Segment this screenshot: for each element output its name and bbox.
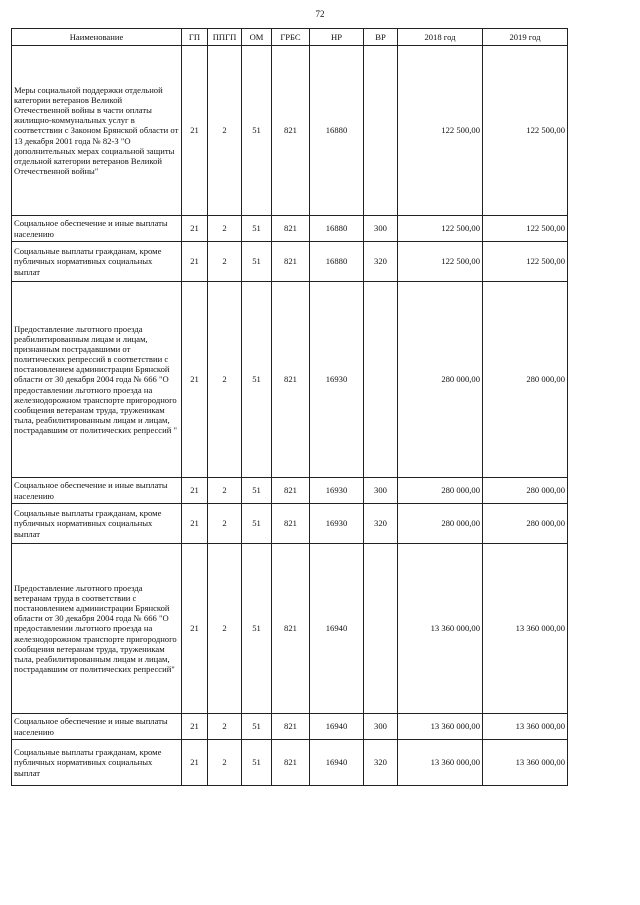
header-row (12, 29, 568, 46)
row-nr: 16880 (310, 46, 364, 216)
row-name: Предоставление льготного проезда ветеранам труда в соответствии с постановлением администрации Брянской области от 30 декабря 2004 года № 666 "О предоставлении льготного проезда на железнодорожном транспорте пригородного сообщения ветеранам труда, труженикам тыла, реабилитированным лицам и лицам, пострадавшим от политических репрессий" (12, 544, 182, 714)
table-row (12, 714, 568, 740)
table-row (12, 282, 568, 478)
row-grbs: 821 (272, 478, 310, 504)
row-vr: 320 (364, 740, 398, 786)
row-nr: 16880 (310, 216, 364, 242)
row-2019: 13 360 000,00 (483, 740, 568, 786)
row-vr: 320 (364, 504, 398, 544)
row-2019: 280 000,00 (483, 478, 568, 504)
row-vr: 300 (364, 478, 398, 504)
row-om: 51 (242, 216, 272, 242)
row-nr: 16930 (310, 504, 364, 544)
row-nr: 16940 (310, 544, 364, 714)
row-name: Меры социальной поддержки отдельной категории ветеранов Великой Отечественной войны в части оплаты жилищно-коммунальных услуг в соответствии с Законом Брянской области от 13 декабря 2001 года № 82-З "О дополнительных мерах социальной защиты отдельной категории ветеранов Великой Отечественной войны" (12, 46, 182, 216)
row-grbs: 821 (272, 46, 310, 216)
row-vr: 300 (364, 216, 398, 242)
budget-table (11, 28, 568, 786)
row-grbs: 821 (272, 282, 310, 478)
row-gp: 21 (182, 714, 208, 740)
row-ppgp: 2 (208, 282, 242, 478)
row-2019: 280 000,00 (483, 282, 568, 478)
row-2019: 13 360 000,00 (483, 544, 568, 714)
row-grbs: 821 (272, 740, 310, 786)
table-row (12, 504, 568, 544)
table-row (12, 478, 568, 504)
row-2018: 13 360 000,00 (398, 714, 483, 740)
table-row (12, 216, 568, 242)
row-ppgp: 2 (208, 216, 242, 242)
row-grbs: 821 (272, 242, 310, 282)
page-number: 72 (315, 9, 325, 19)
header-nr: НР (310, 29, 364, 46)
row-vr (364, 46, 398, 216)
header-grbs: ГРБС (272, 29, 310, 46)
row-ppgp: 2 (208, 478, 242, 504)
row-nr: 16940 (310, 740, 364, 786)
row-om: 51 (242, 504, 272, 544)
row-2018: 280 000,00 (398, 504, 483, 544)
table-row (12, 544, 568, 714)
row-om: 51 (242, 282, 272, 478)
table-row (12, 242, 568, 282)
row-nr: 16930 (310, 282, 364, 478)
row-grbs: 821 (272, 504, 310, 544)
header-gp: ГП (182, 29, 208, 46)
row-vr (364, 282, 398, 478)
row-2019: 280 000,00 (483, 504, 568, 544)
row-ppgp: 2 (208, 504, 242, 544)
row-grbs: 821 (272, 544, 310, 714)
row-name: Социальное обеспечение и иные выплаты населению (12, 714, 182, 740)
row-om: 51 (242, 740, 272, 786)
row-name: Социальные выплаты гражданам, кроме публичных нормативных социальных выплат (12, 740, 182, 786)
row-2019: 122 500,00 (483, 242, 568, 282)
row-gp: 21 (182, 46, 208, 216)
row-gp: 21 (182, 544, 208, 714)
row-2018: 13 360 000,00 (398, 544, 483, 714)
row-grbs: 821 (272, 216, 310, 242)
row-ppgp: 2 (208, 46, 242, 216)
row-om: 51 (242, 242, 272, 282)
row-name: Социальное обеспечение и иные выплаты населению (12, 478, 182, 504)
row-2018: 280 000,00 (398, 478, 483, 504)
row-ppgp: 2 (208, 714, 242, 740)
row-name: Социальные выплаты гражданам, кроме публичных нормативных социальных выплат (12, 242, 182, 282)
row-2019: 13 360 000,00 (483, 714, 568, 740)
header-2018: 2018 год (398, 29, 483, 46)
row-gp: 21 (182, 282, 208, 478)
row-2019: 122 500,00 (483, 46, 568, 216)
row-2018: 122 500,00 (398, 216, 483, 242)
row-gp: 21 (182, 216, 208, 242)
row-nr: 16880 (310, 242, 364, 282)
row-nr: 16930 (310, 478, 364, 504)
row-2018: 13 360 000,00 (398, 740, 483, 786)
row-vr: 320 (364, 242, 398, 282)
row-ppgp: 2 (208, 544, 242, 714)
header-ppgp: ППГП (208, 29, 242, 46)
table-row (12, 740, 568, 786)
row-vr: 300 (364, 714, 398, 740)
row-2018: 122 500,00 (398, 242, 483, 282)
header-name: Наименование (12, 29, 182, 46)
header-2019: 2019 год (483, 29, 568, 46)
row-gp: 21 (182, 504, 208, 544)
header-vr: ВР (364, 29, 398, 46)
row-om: 51 (242, 478, 272, 504)
row-2018: 280 000,00 (398, 282, 483, 478)
header-om: ОМ (242, 29, 272, 46)
row-ppgp: 2 (208, 242, 242, 282)
row-2019: 122 500,00 (483, 216, 568, 242)
row-grbs: 821 (272, 714, 310, 740)
row-gp: 21 (182, 740, 208, 786)
row-nr: 16940 (310, 714, 364, 740)
table-row (12, 46, 568, 216)
row-ppgp: 2 (208, 740, 242, 786)
row-om: 51 (242, 46, 272, 216)
row-vr (364, 544, 398, 714)
row-om: 51 (242, 714, 272, 740)
row-om: 51 (242, 544, 272, 714)
row-gp: 21 (182, 478, 208, 504)
row-name: Социальное обеспечение и иные выплаты населению (12, 216, 182, 242)
row-name: Предоставление льготного проезда реабилитированным лицам и лицам, признанным пострадавшими от политических репрессий в соответствии с постановлением администрации Брянской области от 30 декабря 2004 года № 666 "О предоставлении льготного проезда на железнодорожном транспорте пригородного сообщения ветеранам труда, труженикам тыла, реабилитированным лицам и лицам, пострадавшим от политических репрессий " (12, 282, 182, 478)
row-gp: 21 (182, 242, 208, 282)
row-name: Социальные выплаты гражданам, кроме публичных нормативных социальных выплат (12, 504, 182, 544)
row-2018: 122 500,00 (398, 46, 483, 216)
